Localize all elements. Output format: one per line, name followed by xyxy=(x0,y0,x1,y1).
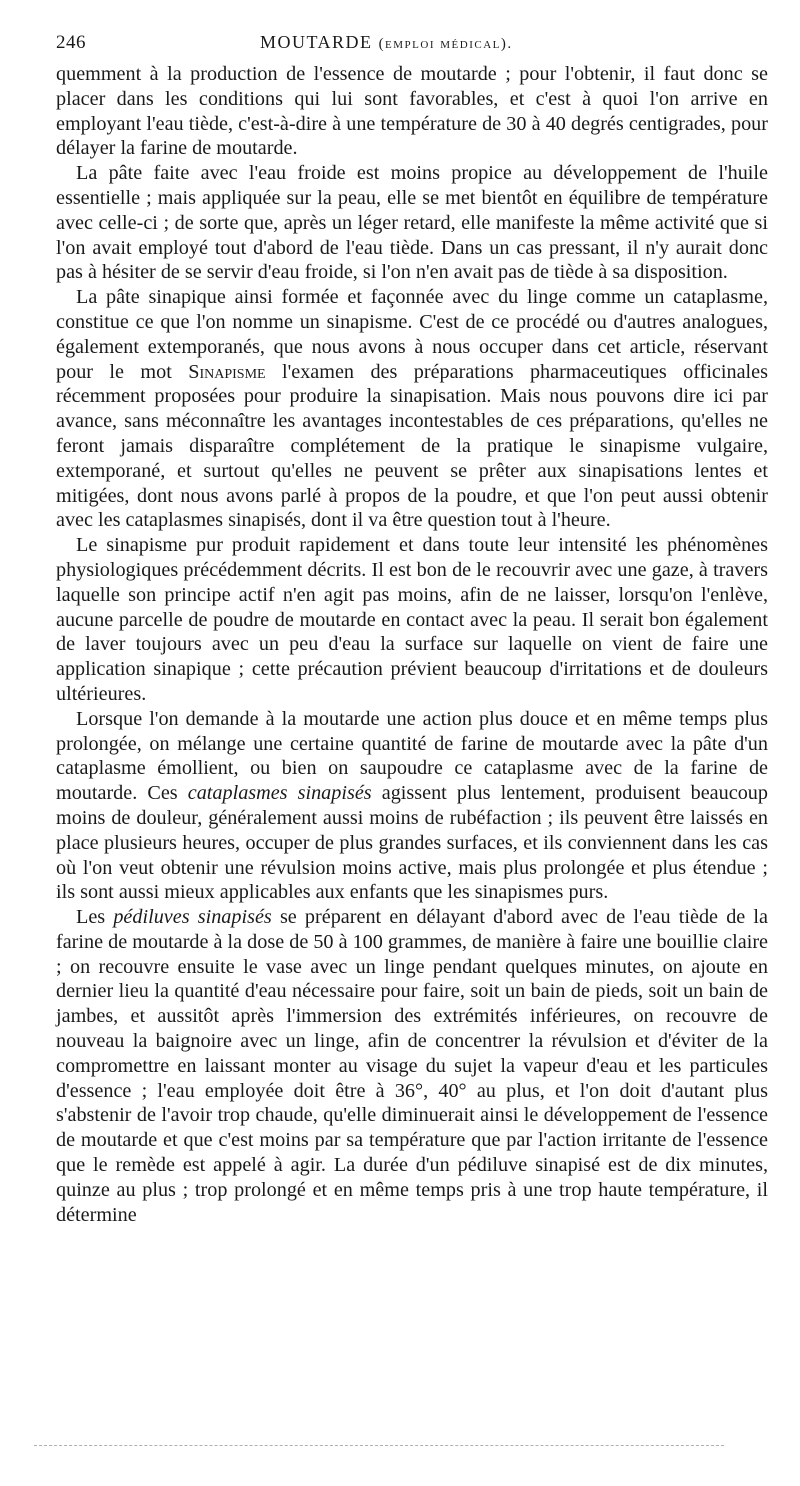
paragraph xyxy=(56,533,768,707)
paragraph-text: se préparent en délayant d'abord avec de l'eau tiède de la farine de moutarde à la dose de 50 à 100 grammes, de manière à faire une bouillie claire ; on recouvre ensuite le vase avec un linge pendant quelques minutes, on ajoute en dernier lieu la quantité d'eau nécessaire pour faire, soit un bain de pieds, soit un bain de jambes, et aussitôt après l'immersion des extrémités inférieures, on recouvre de nouveau la baignoire avec un linge, afin de concentrer la révulsion et d'éviter de la compromettre en laissant monter au visage du sujet la vapeur d'eau et les particules d'essence ; l'eau employée doit être à 36°, 40° au plus, et l'on doit d'autant plus s'abstenir de l'avoir trop chaude, qu'elle diminuerait ainsi le développement de l'essence de moutarde et que c'est moins par sa température que par l'action irritante de l'essence que le remède est appelé à agir. La durée d'un pédiluve sinapisé est de dix minutes, quinze au plus ; trop prolongé et en même temps pris à une trop haute température, il détermine xyxy=(56,906,768,1226)
italic-term: cataplasmes sinapisés xyxy=(187,782,372,805)
paragraph xyxy=(56,905,768,1227)
paragraph-text: Le sinapisme pur produit rapidement et dans toute leur intensité les phénomènes physiologiques précédemment décrits. Il est bon de le recouvrir avec une gaze, à travers laquelle son principe actif n'en agit pas moins, afin de ne laisser, lorsqu'on l'enlève, aucune parcelle de poudre de moutarde en contact avec la peau. Il serait bon également de laver toujours avec un peu d'eau la surface sur laquelle on vient de faire une application sinapique ; cette précaution prévient beaucoup d'irritations et de douleurs ultérieures. xyxy=(56,534,768,705)
paragraph xyxy=(56,285,768,533)
paragraph xyxy=(56,62,768,161)
running-title-sub: (emploi médical). xyxy=(378,36,513,52)
paragraph xyxy=(56,707,768,905)
page xyxy=(56,30,768,1227)
running-title-main: MOUTARDE xyxy=(260,32,373,52)
paragraph-text: La pâte sinapique ainsi formée et façonnée avec du linge comme un cataplasme, constitue ce que l'on nomme un sinapisme. C'est de ce procédé ou d'autres analogues, également extemporanés, que nous avons à nous occuper dans cet article, réservant pour le mot xyxy=(56,286,768,383)
paragraph-text: quemment à la production de l'essence de moutarde ; pour l'obtenir, il faut donc se placer dans les conditions qui lui sont favorables, et c'est à quoi l'on arrive en employant l'eau tiède, c'est-à-dire à une température de 30 à 40 degrés centigrades, pour délayer la farine de moutarde. xyxy=(56,63,768,160)
body-text xyxy=(56,62,768,1227)
paragraph xyxy=(56,161,768,285)
paragraph-text: l'examen des préparations pharmaceutiques officinales récemment proposées pour produire la sinapisation. Mais nous pouvons dire ici par avance, sans méconnaître les avantages incontestables de ces préparations, qu'elles ne feront jamais disparaître complétement de la pratique le sinapisme vulgaire, extemporané, et surtout qu'elles ne peuvent se prêter aux sinapisations lentes et mitigées, dont nous avons parlé à propos de la poudre, et que l'on peut aussi obtenir avec les cataplasmes sinapisés, dont il va être question tout à l'heure. xyxy=(56,360,768,532)
running-title xyxy=(260,32,513,53)
cross-reference: Sinapisme xyxy=(188,360,266,383)
page-number: 246 xyxy=(56,32,86,53)
paragraph-text: Lorsque l'on demande à la moutarde une action plus douce et en même temps plus prolongée, on mélange une certaine quantité de farine de moutarde avec la pâte d'un cataplasme émollient, ou bien on saupoudre ce cataplasme avec de la farine de moutarde. Ces xyxy=(56,707,768,805)
paragraph-text: La pâte faite avec l'eau froide est moins propice au développement de l'huile essentielle ; mais appliquée sur la peau, elle se met bientôt en équilibre de température avec celle-ci ; de sorte que, après un léger retard, elle manifeste la même activité que si l'on avait employé tout d'abord de l'eau tiède. Dans un cas pressant, il n'y aurait donc pas à hésiter de se servir d'eau froide, si l'on n'en avait pas de tiède à sa disposition. xyxy=(56,162,768,284)
footer-rule xyxy=(34,1445,724,1446)
paragraph-text: agissent plus lentement, produisent beaucoup moins de douleur, généralement aussi moins de rubéfaction ; ils peuvent être laissés en place plusieurs heures, occuper de plus grandes surfaces, et ils conviennent dans les cas où l'on veut obtenir une révulsion moins active, mais plus prolongée et plus étendue ; ils sont aussi mieux applicables aux enfants que les sinapismes purs. xyxy=(56,782,768,904)
running-head xyxy=(56,30,768,60)
italic-term: pédiluves sinapisés xyxy=(113,906,272,929)
paragraph-text: Les xyxy=(76,906,114,929)
